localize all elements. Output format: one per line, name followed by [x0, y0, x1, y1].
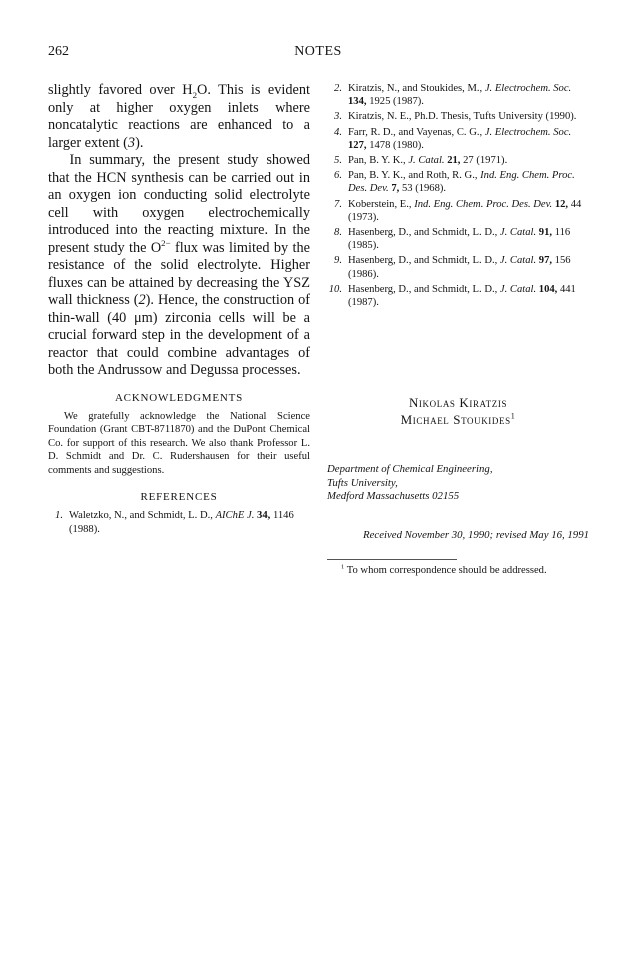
reference-item: 2. Kiratzis, N., and Stoukides, M., J. Electrochem. Soc. 134, 1925 (1987). [334, 83, 572, 108]
reference-item: 10. Hasenberg, D., and Schmidt, L. D., J. Catal. 104, 441 (1987). [328, 283, 576, 309]
reference-item: 1. Waletzko, N., and Schmidt, L. D., AIChE J. 34, 1146 (1988). [55, 510, 294, 535]
footnote-divider [327, 559, 457, 560]
reference-item: 8. Hasenberg, D., and Schmidt, L. D., J. Catal. 91, 116 (1985). [334, 227, 571, 252]
page-number: 262 [48, 44, 69, 59]
received-date: Received November 30, 1990; revised May 16, 1991 [363, 528, 589, 541]
page-header [48, 44, 588, 64]
reference-list-left [48, 509, 310, 535]
footnote: $^1$ To whom correspondence should be addressed. [341, 563, 547, 576]
reference-item: 4. Farr, R. D., and Vayenas, C. G., J. Electrochem. Soc. 127, 1478 (1980). [334, 126, 572, 151]
reference-item: 7. Koberstein, E., Ind. Eng. Chem. Proc. Des. Dev. 12, 44 (1973). [334, 198, 582, 223]
acknowledgments-text: We gratefully acknowledge the National Science Foundation (Grant CBT-8711870) and the DuPont Chemical Co. for support of this research. We also thank Professor L. D. Schmidt and Dr. C. Rudershausen for their useful comments and suggestions. [48, 410, 310, 476]
body-paragraph-2: In summary, the present study showed that the HCN synthesis can be carried out in an oxygen ion conducting solid electrolyte cell with oxygen electrochemically introduced into the reacting mixture. In the present study the $O^{2-}$ flux was limited by the resistance of the solid electrolyte. Higher fluxes can be attained by decreasing the YSZ wall thickness (2). Hence, the construction of thin-wall (40 μm) zirconia cells will be a crucial forward step in the development of a reactor that could combine advantages of both the Andrussow and Degussa processes. [48, 152, 310, 378]
reference-item: 9. Hasenberg, D., and Schmidt, L. D., J. Catal. 97, 156 (1986). [334, 255, 571, 280]
left-column [48, 82, 310, 538]
author-block [327, 395, 589, 428]
author-name: Michael Stoukides$^1$ [400, 411, 516, 427]
reference-item: 6. Pan, B. Y. K., and Roth, R. G., Ind. Eng. Chem. Proc. Des. Dev. 7, 53 (1968). [334, 170, 575, 195]
author-name: Nikolas Kiratzis [408, 395, 508, 411]
reference-list-right [327, 82, 589, 309]
right-column [327, 82, 589, 576]
reference-item: 3. Kiratzis, N. E., Ph.D. Thesis, Tufts University (1990). [334, 111, 577, 123]
reference-item: 5. Pan, B. Y. K., J. Catal. 21, 27 (1971). [334, 155, 508, 167]
body-paragraph-1: slightly favored over $H_2O$. This is evident only at higher oxygen inlets where noncatalytic reactions are enhanced to a larger extent (3). [48, 82, 310, 151]
acknowledgments-heading: ACKNOWLEDGMENTS [114, 391, 244, 404]
running-head: NOTES [294, 44, 342, 59]
references-heading: REFERENCES [140, 491, 218, 504]
affiliation: Department of Chemical Engineering, Tufts University, Medford Massachusetts 02155 [327, 463, 493, 503]
